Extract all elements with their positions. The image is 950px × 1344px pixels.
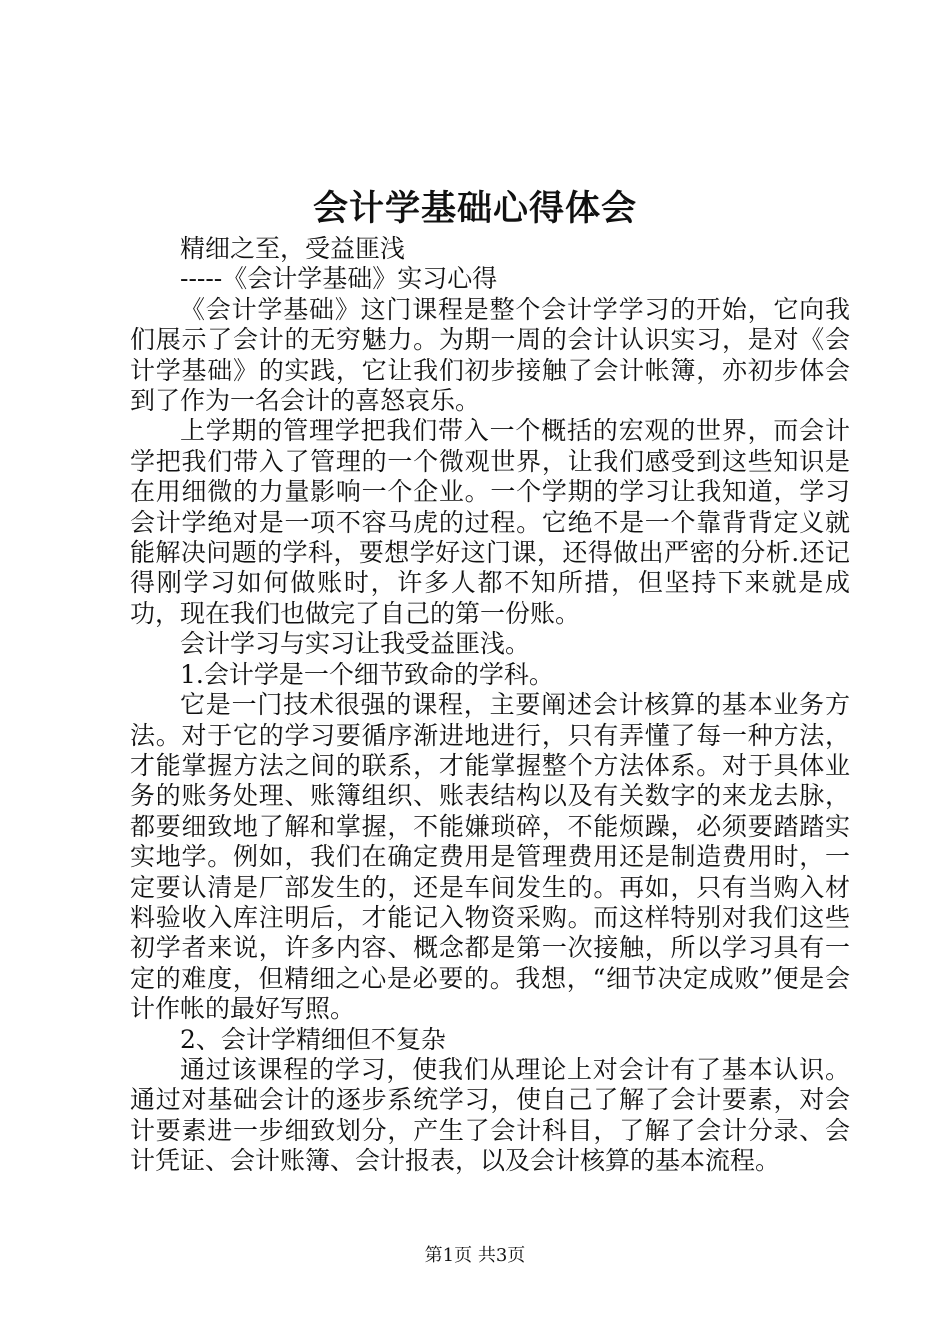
paragraph: 它是一门技术很强的课程，主要阐述会计核算的基本业务方法。对于它的学习要循序渐进地进行，只有弄懂了每一种方法，才能掌握方法之间的联系，才能掌握整个方法体系。对于具体业务的账务处理、账簿组织、账表结构以及有关数字的来龙去脉，都要细致地了解和掌握，不能嫌琐碎，不能烦躁，必须要踏踏实实地学。例如，我们在确定费用是管理费用还是制造费用时，一定要认清是厂部发生的，还是车间发生的。再如，只有当购入材料验收入库注明后，才能记入物资采购。而这样特别对我们这些初学者来说，许多内容、概念都是第一次接触，所以学习具有一定的难度，但精细之心是必要的。我想，“细节决定成败”便是会计作帐的最好写照。 [130,690,850,1024]
subtitle-line: 精细之至，受益匪浅 [180,234,406,263]
section-heading: 1.会计学是一个细节致命的学科。 [180,659,554,689]
document-body [130,234,850,1177]
subtitle-source-line: -----《会计学基础》实习心得 [180,264,498,294]
paragraph: 《会计学基础》这门课程是整个会计学学习的开始，它向我们展示了会计的无穷魅力。为期一周的会计认识实习，是对《会计学基础》的实践，它让我们初步接触了会计帐簿，亦初步体会到了作为一名会计的喜怒哀乐。 [130,294,850,416]
paragraph: 会计学习与实习让我受益匪浅。 [180,629,531,659]
paragraph: 通过该课程的学习，使我们从理论上对会计有了基本认识。通过对基础会计的逐步系统学习，使自己了解了会计要素，对会计要素进一步细致划分，产生了会计科目，了解了会计分录、会计凭证、会计账簿、会计报表，以及会计核算的基本流程。 [130,1054,850,1176]
document-title: 会计学基础心得体会 [312,188,637,229]
page-number-footer: 第1页 共3页 [424,1245,526,1266]
section-heading: 2、会计学精细但不复杂 [180,1024,446,1054]
paragraph: 上学期的管理学把我们带入一个概括的宏观的世界，而会计学把我们带入了管理的一个微观世界，让我们感受到这些知识是在用细微的力量影响一个企业。一个学期的学习让我知道，学习会计学绝对是一项不容马虎的过程。它绝不是一个靠背背定义就能解决问题的学科，要想学好这门课，还得做出严密的分析.还记得刚学习如何做账时，许多人都不知所措，但坚持下来就是成功，现在我们也做完了自己的第一份账。 [130,416,850,628]
